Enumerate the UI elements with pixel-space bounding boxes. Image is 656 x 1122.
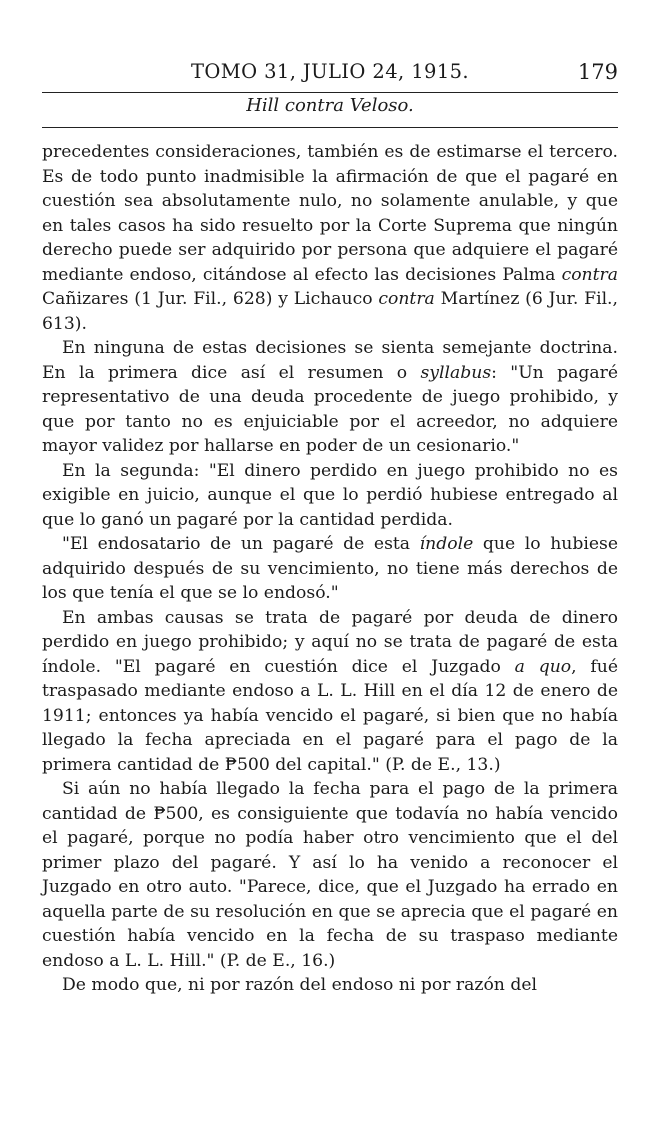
paragraph-7: De modo que, ni por razón del endoso ni por razón del xyxy=(62,975,537,995)
page-number: 179 xyxy=(577,60,618,84)
case-title: Hill contra Veloso. xyxy=(246,95,414,116)
paragraph-2: En ninguna de estas decisiones se sienta semejante doctrina. En la primera dice así el resumen o syllabus: "Un pagaré representativo de una deuda procedente de juego prohibido, y que por tanto no es enjuiciable por el acreedor, no adquiere mayor validez por hallarse en poder de un cesionario." xyxy=(42,338,618,456)
paragraph-4: "El endosatario de un pagaré de esta índole que lo hubiese adquirido después de su vencimiento, no tiene más derechos de los que tenía el que se lo endosó." xyxy=(42,534,619,603)
paragraph-6: Si aún no había llegado la fecha para el pago de la primera cantidad de ₱500, es consiguiente que todavía no había vencido el pagaré, porque no podía haber otro vencimiento que el del primer plazo del pagaré. Y así lo ha venido a reconocer el Juzgado en otro auto. "Parece, dice, que el Juzgado ha errado en aquella parte de su resolución en que se aprecia que el pagaré en cuestión había vencido en la fecha de su traspaso mediante endoso a L. L. Hill." (P. de E., 16.) xyxy=(42,779,618,971)
header-rule-top xyxy=(42,92,618,93)
body-text xyxy=(42,140,618,998)
paragraph-1: precedentes consideraciones, también es de estimarse el tercero. Es de todo punto inadmisible la afirmación de que el pagaré en cuestión sea absolutamente nulo, no solamente anulable, y que en tales casos ha sido resuelto por la Corte Suprema que ningún derecho puede ser adquirido por persona que adquiere el pagaré mediante endoso, citándose al efecto las decisiones Palma contra Cañizares (1 Jur. Fil., 628) y Lichauco contra Martínez (6 Jur. Fil., 613). xyxy=(42,142,618,334)
header-rule-bottom xyxy=(42,127,618,128)
page-header xyxy=(42,60,618,88)
running-head: TOMO 31, JULIO 24, 1915. xyxy=(190,60,470,83)
paragraph-5: En ambas causas se trata de pagaré por deuda de dinero perdido en juego prohibido; y aquí no se trata de pagaré de esta índole. "El pagaré en cuestión dice el Juzgado a quo, fué traspasado mediante endoso a L. L. Hill en el día 12 de enero de 1911; entonces ya había vencido el pagaré, si bien que no había llegado la fecha apreciada en el pagaré para el pago de la primera cantidad de ₱500 del capital." (P. de E., 13.) xyxy=(42,607,619,775)
paragraph-3: En la segunda: "El dinero perdido en juego prohibido no es exigible en juicio, aunque el que lo perdió hubiese entregado al que lo ganó un pagaré por la cantidad perdida. xyxy=(42,460,618,530)
